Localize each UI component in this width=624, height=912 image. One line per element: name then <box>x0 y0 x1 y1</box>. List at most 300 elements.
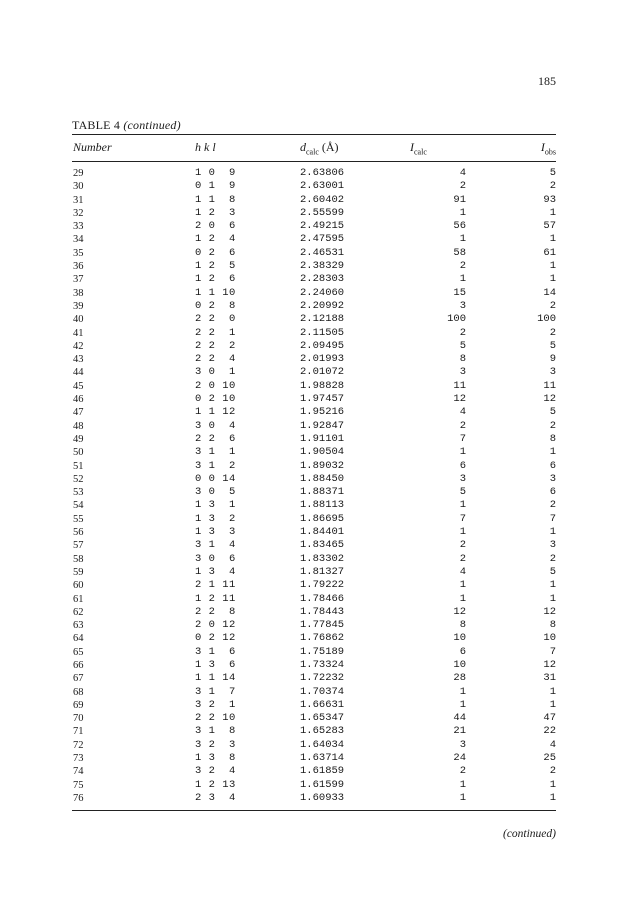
cell-icalc: 2 <box>459 765 466 778</box>
cell-dcalc: 1.61859 <box>300 765 345 778</box>
cell-hkl: 2 0 10 <box>195 379 236 392</box>
cell-icalc: 12 <box>453 393 466 406</box>
cell-icalc: 10 <box>453 632 466 645</box>
cell-icalc: 1 <box>459 579 466 592</box>
header-number: Number <box>73 140 112 154</box>
header-iobs-sub: obs <box>544 147 556 157</box>
cell-dcalc: 1.91101 <box>300 432 345 445</box>
cell-dcalc: 1.70374 <box>300 685 345 698</box>
table-row <box>0 646 624 659</box>
cell-icalc: 2 <box>459 552 466 565</box>
cell-icalc: 1 <box>459 778 466 791</box>
cell-hkl: 1 3 3 <box>195 526 236 539</box>
cell-icalc: 7 <box>459 512 466 525</box>
cell-dcalc: 2.28303 <box>300 273 345 286</box>
cell-hkl: 2 1 11 <box>195 579 236 592</box>
cell-icalc: 58 <box>453 246 466 259</box>
cell-hkl: 2 2 2 <box>195 339 236 352</box>
cell-icalc: 5 <box>459 339 466 352</box>
cell-dcalc: 2.24060 <box>300 286 345 299</box>
cell-icalc: 6 <box>459 459 466 472</box>
cell-dcalc: 2.12188 <box>300 313 345 326</box>
cell-iobs: 2 <box>549 765 556 778</box>
table-row <box>0 686 624 699</box>
table-row <box>0 672 624 685</box>
cell-number: 76 <box>73 792 84 804</box>
cell-dcalc: 2.38329 <box>300 260 345 273</box>
cell-iobs: 1 <box>549 273 556 286</box>
cell-icalc: 3 <box>459 472 466 485</box>
cell-iobs: 3 <box>549 472 556 485</box>
cell-iobs: 4 <box>549 738 556 751</box>
cell-number: 45 <box>73 380 84 392</box>
cell-dcalc: 1.60933 <box>300 791 345 804</box>
cell-iobs: 7 <box>549 645 556 658</box>
cell-hkl: 1 1 12 <box>195 406 236 419</box>
table-row <box>0 725 624 738</box>
table-row <box>0 579 624 592</box>
cell-icalc: 2 <box>459 326 466 339</box>
cell-hkl: 2 3 4 <box>195 791 236 804</box>
cell-iobs: 10 <box>543 632 556 645</box>
cell-iobs: 1 <box>549 778 556 791</box>
cell-number: 40 <box>73 314 84 326</box>
cell-iobs: 11 <box>543 379 556 392</box>
cell-number: 66 <box>73 659 84 671</box>
table-row <box>0 247 624 260</box>
header-dcalc-unit: (Å) <box>318 140 339 154</box>
header-icalc <box>410 140 427 156</box>
cell-hkl: 3 2 3 <box>195 738 236 751</box>
cell-hkl: 0 0 14 <box>195 472 236 485</box>
cell-hkl: 1 3 2 <box>195 512 236 525</box>
cell-dcalc: 1.65283 <box>300 725 345 738</box>
cell-dcalc: 1.86695 <box>300 512 345 525</box>
cell-hkl: 3 1 8 <box>195 725 236 738</box>
cell-icalc: 1 <box>459 698 466 711</box>
table-row <box>0 207 624 220</box>
cell-iobs: 5 <box>549 339 556 352</box>
cell-dcalc: 2.63806 <box>300 167 345 179</box>
cell-icalc: 15 <box>453 286 466 299</box>
cell-dcalc: 1.88113 <box>300 499 345 512</box>
table-row <box>0 593 624 606</box>
cell-hkl: 2 0 6 <box>195 220 236 233</box>
table-header-rule <box>72 161 556 162</box>
cell-iobs: 57 <box>543 220 556 233</box>
table-bottom-rule <box>72 810 556 811</box>
cell-number: 54 <box>73 500 84 512</box>
cell-dcalc: 1.77845 <box>300 619 345 632</box>
cell-iobs: 1 <box>549 446 556 459</box>
cell-hkl: 1 1 8 <box>195 193 236 206</box>
cell-hkl: 0 2 10 <box>195 393 236 406</box>
table-row <box>0 300 624 313</box>
cell-dcalc: 1.84401 <box>300 526 345 539</box>
cell-hkl: 1 2 4 <box>195 233 236 246</box>
cell-dcalc: 1.72232 <box>300 672 345 685</box>
cell-number: 46 <box>73 394 84 406</box>
cell-icalc: 44 <box>453 712 466 725</box>
cell-number: 41 <box>73 327 84 339</box>
header-iobs-symbol: I <box>540 140 545 154</box>
cell-icalc: 1 <box>459 791 466 804</box>
cell-iobs: 6 <box>549 459 556 472</box>
cell-number: 30 <box>73 181 84 193</box>
cell-iobs: 1 <box>549 685 556 698</box>
cell-icalc: 12 <box>453 605 466 618</box>
cell-dcalc: 1.92847 <box>300 419 345 432</box>
cell-number: 38 <box>73 287 84 299</box>
cell-hkl: 1 1 14 <box>195 672 236 685</box>
cell-dcalc: 2.11505 <box>300 326 345 339</box>
cell-hkl: 2 0 12 <box>195 619 236 632</box>
cell-dcalc: 2.47595 <box>300 233 345 246</box>
cell-number: 51 <box>73 460 84 472</box>
cell-hkl: 1 3 4 <box>195 565 236 578</box>
cell-hkl: 2 2 6 <box>195 432 236 445</box>
cell-iobs: 6 <box>549 486 556 499</box>
table-row <box>0 606 624 619</box>
cell-hkl: 3 1 4 <box>195 539 236 552</box>
cell-iobs: 3 <box>549 366 556 379</box>
table-row <box>0 446 624 459</box>
table-row <box>0 327 624 340</box>
table-row <box>0 553 624 566</box>
cell-number: 43 <box>73 354 84 366</box>
cell-number: 35 <box>73 247 84 259</box>
cell-dcalc: 1.95216 <box>300 406 345 419</box>
cell-icalc: 8 <box>459 619 466 632</box>
header-hkl: h k l <box>195 140 216 154</box>
table-top-rule <box>72 134 556 135</box>
cell-iobs: 1 <box>549 233 556 246</box>
cell-icalc: 4 <box>459 167 466 179</box>
table-row <box>0 273 624 286</box>
cell-hkl: 1 3 6 <box>195 658 236 671</box>
cell-iobs: 1 <box>549 791 556 804</box>
cell-dcalc: 1.83302 <box>300 552 345 565</box>
cell-iobs: 7 <box>549 512 556 525</box>
cell-iobs: 1 <box>549 526 556 539</box>
table-row <box>0 287 624 300</box>
cell-dcalc: 1.81327 <box>300 565 345 578</box>
table-row <box>0 460 624 473</box>
table-row <box>0 712 624 725</box>
cell-dcalc: 2.01072 <box>300 366 345 379</box>
cell-number: 71 <box>73 726 84 738</box>
cell-number: 75 <box>73 779 84 791</box>
cell-number: 61 <box>73 593 84 605</box>
cell-hkl: 3 2 1 <box>195 698 236 711</box>
cell-number: 50 <box>73 447 84 459</box>
cell-dcalc: 1.61599 <box>300 778 345 791</box>
table-row <box>0 659 624 672</box>
cell-iobs: 2 <box>549 552 556 565</box>
table-row <box>0 486 624 499</box>
cell-number: 60 <box>73 580 84 592</box>
cell-dcalc: 1.73324 <box>300 658 345 671</box>
cell-dcalc: 1.90504 <box>300 446 345 459</box>
cell-icalc: 10 <box>453 658 466 671</box>
cell-icalc: 11 <box>453 379 466 392</box>
cell-number: 73 <box>73 753 84 765</box>
cell-dcalc: 1.78466 <box>300 592 345 605</box>
cell-hkl: 3 0 5 <box>195 486 236 499</box>
cell-dcalc: 2.60402 <box>300 193 345 206</box>
cell-icalc: 1 <box>459 499 466 512</box>
cell-icalc: 24 <box>453 752 466 765</box>
cell-iobs: 2 <box>549 499 556 512</box>
cell-iobs: 5 <box>549 406 556 419</box>
cell-hkl: 1 0 9 <box>195 167 236 179</box>
table-body <box>0 167 624 805</box>
cell-iobs: 9 <box>549 353 556 366</box>
cell-dcalc: 2.63001 <box>300 180 345 193</box>
cell-number: 65 <box>73 646 84 658</box>
table-row <box>0 340 624 353</box>
cell-hkl: 0 2 6 <box>195 246 236 259</box>
cell-dcalc: 1.88371 <box>300 486 345 499</box>
cell-dcalc: 1.88450 <box>300 472 345 485</box>
cell-number: 55 <box>73 513 84 525</box>
cell-hkl: 0 1 9 <box>195 180 236 193</box>
cell-number: 63 <box>73 620 84 632</box>
table-label: TABLE 4 <box>72 118 121 132</box>
cell-hkl: 1 2 5 <box>195 260 236 273</box>
cell-iobs: 12 <box>543 605 556 618</box>
cell-icalc: 3 <box>459 366 466 379</box>
table-row <box>0 739 624 752</box>
cell-number: 74 <box>73 766 84 778</box>
cell-iobs: 93 <box>543 193 556 206</box>
cell-hkl: 1 3 1 <box>195 499 236 512</box>
cell-number: 47 <box>73 407 84 419</box>
cell-hkl: 1 1 10 <box>195 286 236 299</box>
cell-number: 32 <box>73 207 84 219</box>
cell-icalc: 1 <box>459 446 466 459</box>
cell-hkl: 2 2 8 <box>195 605 236 618</box>
cell-icalc: 2 <box>459 180 466 193</box>
cell-iobs: 1 <box>549 698 556 711</box>
cell-dcalc: 1.75189 <box>300 645 345 658</box>
cell-icalc: 1 <box>459 206 466 219</box>
cell-hkl: 0 2 12 <box>195 632 236 645</box>
cell-iobs: 1 <box>549 579 556 592</box>
cell-dcalc: 2.09495 <box>300 339 345 352</box>
cell-dcalc: 1.97457 <box>300 393 345 406</box>
table-row <box>0 699 624 712</box>
table-row <box>0 433 624 446</box>
cell-icalc: 1 <box>459 233 466 246</box>
header-icalc-symbol: I <box>410 140 414 154</box>
cell-hkl: 1 3 8 <box>195 752 236 765</box>
cell-dcalc: 1.65347 <box>300 712 345 725</box>
cell-hkl: 2 2 0 <box>195 313 236 326</box>
cell-iobs: 61 <box>543 246 556 259</box>
cell-number: 31 <box>73 194 84 206</box>
cell-iobs: 14 <box>543 286 556 299</box>
table-row <box>0 220 624 233</box>
table-row <box>0 499 624 512</box>
cell-dcalc: 1.76862 <box>300 632 345 645</box>
cell-dcalc: 2.20992 <box>300 299 345 312</box>
table-row <box>0 194 624 207</box>
cell-hkl: 1 2 11 <box>195 592 236 605</box>
cell-iobs: 5 <box>549 565 556 578</box>
table-row <box>0 632 624 645</box>
cell-hkl: 3 1 6 <box>195 645 236 658</box>
table-row <box>0 526 624 539</box>
cell-number: 39 <box>73 300 84 312</box>
cell-number: 36 <box>73 261 84 273</box>
cell-iobs: 2 <box>549 180 556 193</box>
cell-number: 33 <box>73 221 84 233</box>
table-row <box>0 393 624 406</box>
cell-dcalc: 1.63714 <box>300 752 345 765</box>
header-dcalc-symbol: d <box>300 140 306 154</box>
header-icalc-sub: calc <box>414 147 427 157</box>
table-row <box>0 167 624 180</box>
cell-iobs: 8 <box>549 432 556 445</box>
cell-number: 34 <box>73 234 84 246</box>
cell-number: 48 <box>73 420 84 432</box>
cell-icalc: 1 <box>459 685 466 698</box>
cell-hkl: 1 2 13 <box>195 778 236 791</box>
cell-iobs: 22 <box>543 725 556 738</box>
table-row <box>0 353 624 366</box>
cell-hkl: 3 0 4 <box>195 419 236 432</box>
cell-iobs: 3 <box>549 539 556 552</box>
cell-icalc: 1 <box>459 526 466 539</box>
cell-dcalc: 2.01993 <box>300 353 345 366</box>
table-row <box>0 366 624 379</box>
cell-hkl: 2 2 4 <box>195 353 236 366</box>
cell-number: 67 <box>73 673 84 685</box>
cell-icalc: 7 <box>459 432 466 445</box>
cell-number: 44 <box>73 367 84 379</box>
table-row <box>0 406 624 419</box>
cell-iobs: 31 <box>543 672 556 685</box>
cell-hkl: 3 0 1 <box>195 366 236 379</box>
cell-number: 57 <box>73 540 84 552</box>
table-row <box>0 380 624 393</box>
table-row <box>0 566 624 579</box>
cell-hkl: 3 1 2 <box>195 459 236 472</box>
page-number: 185 <box>538 74 556 88</box>
cell-dcalc: 1.89032 <box>300 459 345 472</box>
cell-iobs: 1 <box>549 206 556 219</box>
table-row <box>0 313 624 326</box>
table-continued-label: (continued) <box>123 118 181 132</box>
cell-iobs: 12 <box>543 393 556 406</box>
cell-hkl: 0 2 8 <box>195 299 236 312</box>
continued-note: (continued) <box>502 828 556 840</box>
table-row <box>0 233 624 246</box>
cell-icalc: 21 <box>453 725 466 738</box>
cell-icalc: 8 <box>459 353 466 366</box>
table-row <box>0 260 624 273</box>
cell-icalc: 1 <box>459 592 466 605</box>
header-dcalc <box>300 140 339 156</box>
table-row <box>0 420 624 433</box>
cell-icalc: 5 <box>459 486 466 499</box>
cell-icalc: 6 <box>459 645 466 658</box>
header-dcalc-sub: calc <box>306 147 319 157</box>
table-row <box>0 765 624 778</box>
cell-dcalc: 2.55599 <box>300 206 345 219</box>
cell-number: 37 <box>73 274 84 286</box>
cell-hkl: 1 2 6 <box>195 273 236 286</box>
cell-icalc: 91 <box>453 193 466 206</box>
table-caption <box>72 118 181 133</box>
table-row <box>0 792 624 805</box>
cell-icalc: 2 <box>459 539 466 552</box>
cell-icalc: 28 <box>453 672 466 685</box>
cell-number: 70 <box>73 713 84 725</box>
cell-number: 68 <box>73 686 84 698</box>
cell-iobs: 2 <box>549 299 556 312</box>
cell-icalc: 3 <box>459 299 466 312</box>
cell-icalc: 2 <box>459 260 466 273</box>
cell-dcalc: 1.83465 <box>300 539 345 552</box>
cell-icalc: 56 <box>453 220 466 233</box>
cell-dcalc: 2.46531 <box>300 246 345 259</box>
cell-icalc: 2 <box>459 419 466 432</box>
cell-hkl: 2 2 10 <box>195 712 236 725</box>
cell-iobs: 2 <box>549 326 556 339</box>
cell-dcalc: 1.78443 <box>300 605 345 618</box>
cell-iobs: 8 <box>549 619 556 632</box>
cell-icalc: 4 <box>459 406 466 419</box>
cell-hkl: 3 1 1 <box>195 446 236 459</box>
cell-dcalc: 1.79222 <box>300 579 345 592</box>
cell-iobs: 2 <box>549 419 556 432</box>
cell-number: 52 <box>73 473 84 485</box>
table-row <box>0 513 624 526</box>
cell-icalc: 100 <box>447 313 466 326</box>
table-row <box>0 180 624 193</box>
cell-number: 72 <box>73 739 84 751</box>
cell-number: 56 <box>73 527 84 539</box>
cell-iobs: 100 <box>537 313 556 326</box>
table-row <box>0 619 624 632</box>
cell-icalc: 4 <box>459 565 466 578</box>
cell-hkl: 1 2 3 <box>195 206 236 219</box>
table-row <box>0 752 624 765</box>
cell-iobs: 47 <box>543 712 556 725</box>
cell-iobs: 1 <box>549 592 556 605</box>
cell-number: 64 <box>73 633 84 645</box>
cell-iobs: 5 <box>549 167 556 179</box>
cell-number: 58 <box>73 553 84 565</box>
cell-dcalc: 1.64034 <box>300 738 345 751</box>
cell-hkl: 2 2 1 <box>195 326 236 339</box>
cell-icalc: 3 <box>459 738 466 751</box>
cell-number: 59 <box>73 566 84 578</box>
cell-dcalc: 1.66631 <box>300 698 345 711</box>
cell-number: 42 <box>73 340 84 352</box>
cell-number: 69 <box>73 699 84 711</box>
cell-number: 49 <box>73 433 84 445</box>
table-row <box>0 539 624 552</box>
cell-number: 29 <box>73 168 84 179</box>
cell-dcalc: 2.49215 <box>300 220 345 233</box>
table-row <box>0 779 624 792</box>
cell-hkl: 3 0 6 <box>195 552 236 565</box>
header-iobs <box>541 140 556 156</box>
cell-hkl: 3 2 4 <box>195 765 236 778</box>
